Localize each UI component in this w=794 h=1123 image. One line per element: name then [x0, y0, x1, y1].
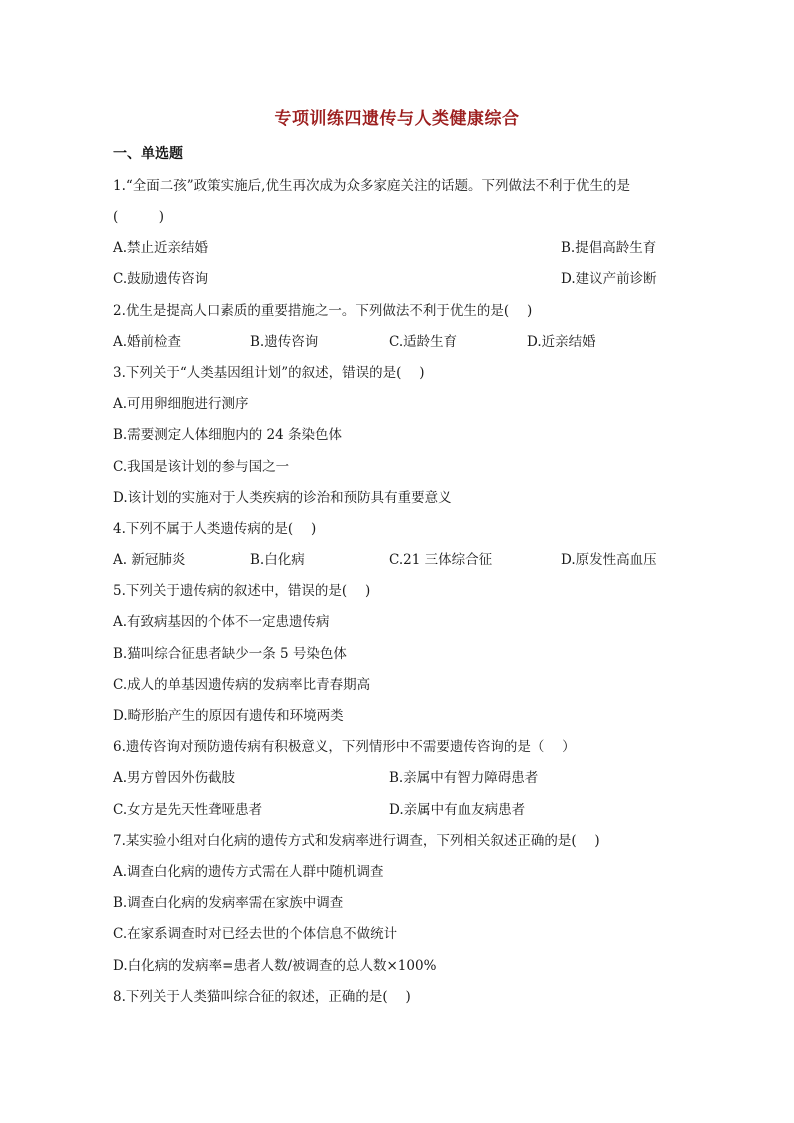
question-5-option-c: C.成人的单基因遗传病的发病率比青春期高: [113, 677, 371, 693]
page-title: 专项训练四遗传与人类健康综合: [274, 109, 520, 129]
section-heading: 一、单选题: [113, 146, 183, 162]
question-3-stem: 3.下列关于“人类基因组计划”的叙述，错误的是( ): [113, 365, 425, 381]
question-7-option-d: D.白化病的发病率=患者人数/被调查的总人数×100%: [113, 958, 437, 974]
question-6-stem: 6.遗传咨询对预防遗传病有积极意义，下列情形中不需要遗传咨询的是（ ）: [113, 739, 576, 755]
question-2-stem: 2.优生是提高人口素质的重要措施之一。下列做法不利于优生的是( ): [113, 303, 533, 319]
question-2-option-c: C.适龄生育: [389, 334, 458, 350]
question-5-option-a: A.有致病基因的个体不一定患遗传病: [113, 614, 330, 630]
question-6-option-a: A.男方曾因外伤截肢: [113, 770, 236, 786]
question-4-option-d: D.原发性高血压: [561, 552, 657, 568]
question-7-option-c: C.在家系调查时对已经去世的个体信息不做统计: [113, 926, 398, 942]
question-3-option-c: C.我国是该计划的参与国之一: [113, 459, 290, 475]
question-7-option-b: B.调查白化病的发病率需在家族中调查: [113, 895, 344, 911]
question-1-stem: 1.“全面二孩”政策实施后,优生再次成为众多家庭关注的话题。下列做法不利于优生的是: [113, 178, 630, 194]
question-8-stem: 8.下列关于人类猫叫综合征的叙述，正确的是( ): [113, 989, 411, 1005]
question-7-stem: 7.某实验小组对白化病的遗传方式和发病率进行调查，下列相关叙述正确的是( ): [113, 833, 600, 849]
question-1-option-b: B.提倡高龄生育: [561, 240, 657, 256]
question-5-stem: 5.下列关于遗传病的叙述中，错误的是( ): [113, 583, 371, 599]
question-1-option-d: D.建议产前诊断: [561, 271, 657, 287]
question-2-option-a: A.婚前检查: [113, 334, 182, 350]
question-6-option-b: B.亲属中有智力障碍患者: [389, 770, 539, 786]
question-6-option-c: C.女方是先天性聋哑患者: [113, 802, 263, 818]
question-3-option-a: A.可用卵细胞进行测序: [113, 396, 249, 412]
question-2-option-b: B.遗传咨询: [250, 334, 319, 350]
question-4-stem: 4.下列不属于人类遗传病的是( ): [113, 521, 317, 537]
question-7-option-a: A.调查白化病的遗传方式需在人群中随机调查: [113, 864, 384, 880]
question-4-option-b: B.白化病: [250, 552, 305, 568]
question-1-option-c: C.鼓励遗传咨询: [113, 271, 209, 287]
question-3-option-d: D.该计划的实施对于人类疾病的诊治和预防具有重要意义: [113, 490, 452, 506]
question-1-paren: ( ): [113, 209, 165, 225]
question-3-option-b: B.需要测定人体细胞内的 24 条染色体: [113, 427, 342, 443]
question-5-option-d: D.畸形胎产生的原因有遗传和环境两类: [113, 708, 344, 724]
question-1-option-a: A.禁止近亲结婚: [113, 240, 209, 256]
question-2-option-d: D.近亲结婚: [527, 334, 596, 350]
question-6-option-d: D.亲属中有血友病患者: [389, 802, 526, 818]
question-4-option-c: C.21 三体综合征: [389, 552, 493, 568]
question-4-option-a: A. 新冠肺炎: [113, 552, 186, 568]
question-5-option-b: B.猫叫综合征患者缺少一条 5 号染色体: [113, 646, 347, 662]
